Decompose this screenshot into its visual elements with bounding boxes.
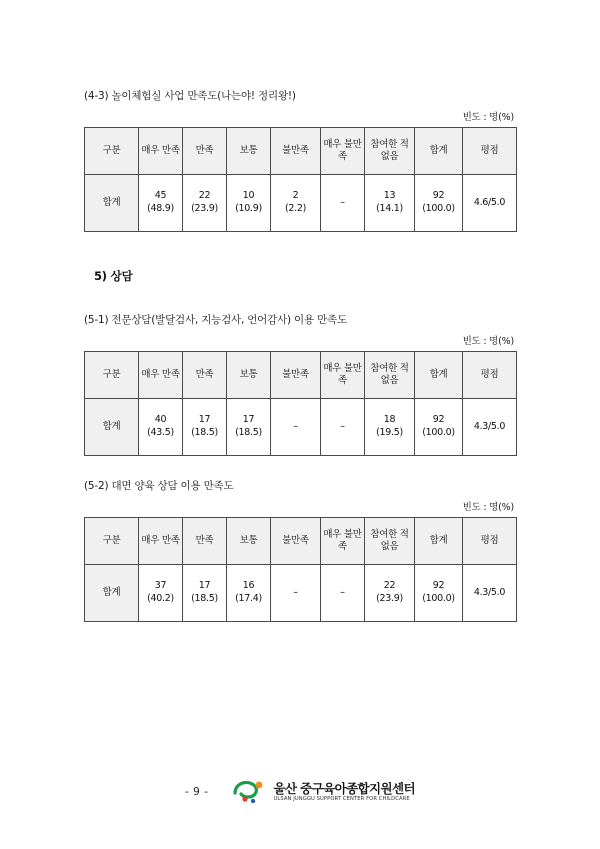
- cell-percent: (23.9): [191, 203, 218, 214]
- cell-dissatisfied: [271, 399, 321, 456]
- section-heading-counseling: 5) 상담: [94, 269, 133, 283]
- column-header-dissatisfied: 불만족: [271, 352, 321, 399]
- satisfaction-table-4-3: [84, 127, 517, 232]
- cell-dissatisfied: [271, 565, 321, 622]
- spacer: [84, 284, 516, 312]
- cell-value: 45: [154, 190, 167, 202]
- column-header-neutral: 보통: [227, 352, 271, 399]
- logo-text: [273, 782, 414, 802]
- table-caption: (5-2) 대면 양육 상담 이용 만족도: [84, 480, 234, 492]
- cell-percent: (100.0): [422, 427, 455, 438]
- cell-percent: (10.9): [235, 203, 262, 214]
- cell-percent: (43.5): [147, 427, 174, 438]
- cell-very-satisfied: [139, 399, 183, 456]
- cell-value: 22: [198, 190, 211, 202]
- unit-note: 빈도 : 명(%): [462, 336, 514, 347]
- cell-not-participated: [365, 565, 415, 622]
- cell-value: 37: [154, 580, 167, 592]
- cell-value: 17: [242, 414, 255, 426]
- column-header-very-satisfied: 매우 만족: [139, 128, 183, 175]
- cell-value: 17: [198, 414, 211, 426]
- cell-percent: (40.2): [147, 593, 174, 604]
- cell-dissatisfied: [271, 175, 321, 232]
- spacer: [84, 456, 516, 478]
- cell-score: 4.3/5.0: [463, 565, 517, 622]
- table-block-4-3: [84, 88, 516, 232]
- cell-percent: (18.5): [235, 427, 262, 438]
- cell-not-participated: [365, 175, 415, 232]
- cell-value: –: [293, 586, 298, 598]
- cell-very-satisfied: [139, 565, 183, 622]
- column-header-very-dissatisfied: 매우 불만족: [321, 128, 365, 175]
- page-footer: [0, 779, 600, 805]
- cell-percent: (48.9): [147, 203, 174, 214]
- table-row: [85, 565, 517, 622]
- cell-percent: (18.5): [191, 593, 218, 604]
- table-block-5-1: [84, 312, 516, 456]
- cell-percent: (18.5): [191, 427, 218, 438]
- cell-value: 92: [432, 414, 445, 426]
- cell-value: 18: [383, 414, 396, 426]
- unit-note: 빈도 : 명(%): [462, 112, 514, 123]
- column-header-satisfied: 만족: [183, 128, 227, 175]
- cell-total: [415, 399, 463, 456]
- cell-percent: (2.2): [284, 203, 307, 214]
- unit-note: 빈도 : 명(%): [462, 502, 514, 513]
- row-header-total: 합계: [85, 175, 139, 232]
- table-header-row: [85, 352, 517, 399]
- column-header-category: 구분: [85, 518, 139, 565]
- smiling-child-logo-icon: [232, 779, 266, 805]
- column-header-score: 평점: [463, 518, 517, 565]
- column-header-total: 합계: [415, 352, 463, 399]
- cell-value: 22: [383, 580, 396, 592]
- cell-very-satisfied: [139, 175, 183, 232]
- row-header-total: 합계: [85, 399, 139, 456]
- cell-value: –: [340, 420, 345, 432]
- cell-value: –: [340, 586, 345, 598]
- cell-very-dissatisfied: [321, 175, 365, 232]
- cell-percent: (100.0): [422, 203, 455, 214]
- cell-percent: (19.5): [376, 427, 403, 438]
- column-header-total: 합계: [415, 128, 463, 175]
- cell-percent: (100.0): [422, 593, 455, 604]
- logo-title-korean: 울산 중구육아종합지원센터: [273, 780, 415, 796]
- table-header-row: [85, 128, 517, 175]
- center-logo: [232, 779, 414, 805]
- cell-value: 40: [154, 414, 167, 426]
- satisfaction-table-5-1: [84, 351, 517, 456]
- cell-value: 10: [242, 190, 255, 202]
- cell-neutral: [227, 175, 271, 232]
- table-header-row: [85, 518, 517, 565]
- cell-satisfied: [183, 175, 227, 232]
- cell-value: 2: [292, 190, 299, 202]
- cell-value: –: [340, 196, 345, 208]
- table-block-5-2: [84, 478, 516, 622]
- table-row: [85, 399, 517, 456]
- column-header-very-dissatisfied: 매우 불만족: [321, 518, 365, 565]
- column-header-very-satisfied: 매우 만족: [139, 352, 183, 399]
- cell-value: 92: [432, 190, 445, 202]
- column-header-neutral: 보통: [227, 518, 271, 565]
- cell-total: [415, 175, 463, 232]
- cell-value: 92: [432, 580, 445, 592]
- cell-very-dissatisfied: [321, 565, 365, 622]
- page-content: [84, 88, 516, 622]
- cell-satisfied: [183, 565, 227, 622]
- column-header-category: 구분: [85, 352, 139, 399]
- cell-percent: (14.1): [376, 203, 403, 214]
- cell-neutral: [227, 565, 271, 622]
- column-header-neutral: 보통: [227, 128, 271, 175]
- cell-value: 13: [383, 190, 396, 202]
- spacer: [84, 232, 516, 268]
- cell-score: 4.3/5.0: [463, 399, 517, 456]
- column-header-very-satisfied: 매우 만족: [139, 518, 183, 565]
- column-header-satisfied: 만족: [183, 518, 227, 565]
- cell-total: [415, 565, 463, 622]
- cell-satisfied: [183, 399, 227, 456]
- column-header-category: 구분: [85, 128, 139, 175]
- cell-value: 16: [242, 580, 255, 592]
- satisfaction-table-5-2: [84, 517, 517, 622]
- cell-very-dissatisfied: [321, 399, 365, 456]
- column-header-satisfied: 만족: [183, 352, 227, 399]
- column-header-dissatisfied: 불만족: [271, 128, 321, 175]
- cell-not-participated: [365, 399, 415, 456]
- column-header-total: 합계: [415, 518, 463, 565]
- column-header-dissatisfied: 불만족: [271, 518, 321, 565]
- column-header-score: 평점: [463, 352, 517, 399]
- cell-percent: (23.9): [376, 593, 403, 604]
- column-header-not-participated: 참여한 적 없음: [365, 352, 415, 399]
- table-caption: (5-1) 전문상담(발달검사, 지능검사, 언어감사) 이용 만족도: [84, 314, 347, 326]
- cell-score: 4.6/5.0: [463, 175, 517, 232]
- table-caption: (4-3) 놀이체험실 사업 만족도(나는야! 정리왕!): [84, 90, 296, 102]
- table-row: [85, 175, 517, 232]
- cell-value: 17: [198, 580, 211, 592]
- row-header-total: 합계: [85, 565, 139, 622]
- cell-value: –: [293, 420, 298, 432]
- column-header-score: 평점: [463, 128, 517, 175]
- column-header-very-dissatisfied: 매우 불만족: [321, 352, 365, 399]
- cell-percent: (17.4): [235, 593, 262, 604]
- column-header-not-participated: 참여한 적 없음: [365, 518, 415, 565]
- column-header-not-participated: 참여한 적 없음: [365, 128, 415, 175]
- page-number: - 9 -: [185, 786, 209, 798]
- cell-neutral: [227, 399, 271, 456]
- logo-title-english: ULSAN JUNGGU SUPPORT CENTER FOR CHILDCARE: [273, 795, 410, 802]
